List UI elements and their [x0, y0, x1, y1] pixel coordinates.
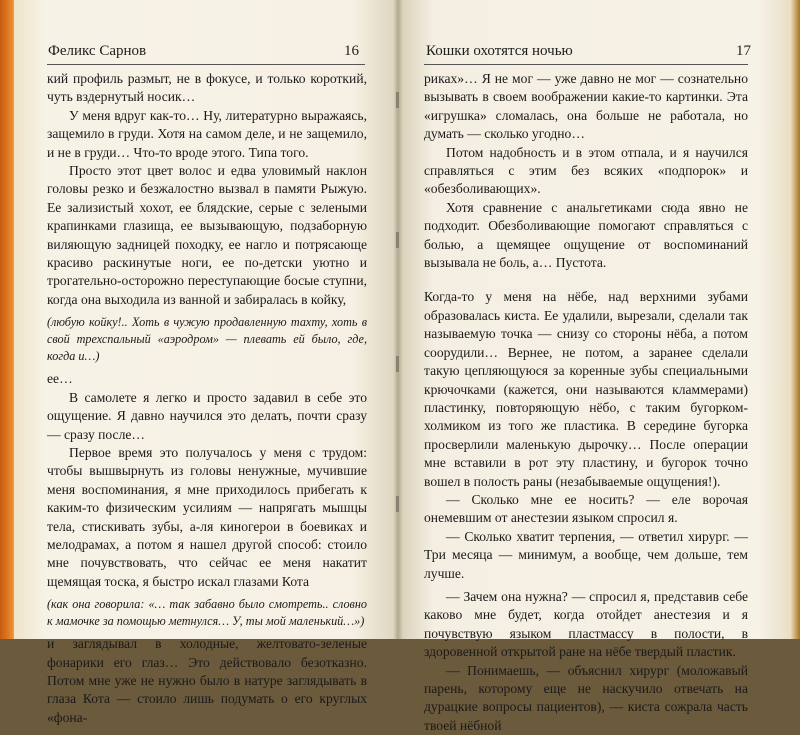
- paragraph: В самолете я легко и просто задавил в себе это ощущение. Я давно научился это делать, почти сразу — сразу после…: [47, 389, 367, 442]
- paragraph: Потом надобность и в этом отпала, и я научился справляться с этим без всяких «подпорок» и «обезболивающих».: [424, 144, 748, 197]
- binding-stitch: [396, 92, 399, 108]
- dialogue-line: — Понимаешь, — объяснил хирург (моложавый парень, которому еще не наскучило отвечать на дурацкие вопросы пациентов), — киста сожрала часть твоей нёбной: [424, 662, 748, 733]
- paragraph: и заглядывал в холодные, желтовато-зеленые фонарики его глаз… Это действовало безотказно. Потом мне уже не нужно было в натуре заглядывать в глаза Кота — стоило лишь подумать о его круглых «фона-: [47, 636, 367, 725]
- paragraph: кий профиль размыт, не в фокусе, и только короткий, чуть вздернутый носик…: [47, 71, 367, 105]
- dialogue-line: — Зачем она нужна? — спросил я, представив себе каково мне будет, когда отойдет анестезия и я почувствую языком пластмассу в полости, в здоровенной открытой ране на нёбе твердый пластик.: [424, 588, 748, 660]
- binding-stitch: [396, 356, 399, 372]
- left-page-text: [47, 70, 367, 727]
- running-header-author: Феликс Сарнов: [48, 43, 147, 59]
- paragraph: Первое время это получалось у меня с трудом: чтобы вышвырнуть из головы ненужные, мучившие меня воспоминания, я мне приходилось прибегать к каким-то физическим усилиям — напрягать мышцы тела, стискивать зубы, а-ля киногерои в боевиках и мелодрамах, а потом я нашел другой способ: стоило мне почувствовать, что сейчас ее меня накатит щемящая тоска, я быстро искал глазами Кота: [47, 444, 367, 589]
- book-edge-right: [790, 0, 800, 639]
- italic-aside: (любую койку!.. Хоть в чужую продавленную тахту, хоть в свой трехспальный «аэродром» — плевать ей было, где, когда и…): [47, 315, 367, 364]
- paragraph: ее…: [47, 371, 73, 387]
- header-rule-right: [424, 64, 748, 65]
- page-number-left: 16: [344, 43, 359, 59]
- italic-aside: (как она говорила: «… так забавно было смотреть.. словно к мамочке за помощью метнулся… У, ты мой маленький…»): [47, 597, 367, 629]
- binding-stitch: [396, 232, 399, 248]
- paragraph: Когда-то у меня на нёбе, над верхними зубами образовалась киста. Ее удалили, вырезали, сделали так называемую точка — снизу со стороны нёба, а потом соорудили… Вернее, не потом, а заранее сделали такую цепляющуюся за коренные зубы специальными крючочками (кажется, они называются кламмерами) пластинку, повторяющую нёбо, с таким бугорком-холмиком из того же пластика. В середине бугорка просверлили маленькую дырочку… После операции мне вставили в рот эту пластину, и бугорок точно вошел в полость раны (незабываемые ощущения!).: [424, 289, 748, 489]
- header-rule-left: [47, 64, 365, 65]
- left-page: [14, 0, 398, 725]
- right-page-text: [424, 70, 748, 735]
- page-number-right: 17: [736, 43, 751, 59]
- running-header-title: Кошки охотятся ночью: [426, 43, 573, 59]
- dialogue-line: — Сколько мне ее носить? — еле ворочая онемевшим от анестезии языком спросил я.: [424, 491, 748, 526]
- right-page-header: [398, 43, 790, 65]
- dialogue-line: — Сколько хватит терпения, — ответил хирург. — Три месяца — минимум, а вообще, чем дольше, тем лучше.: [424, 528, 748, 581]
- paragraph: риках»… Я не мог — уже давно не мог — сознательно вызывать в своем воображении какие-то картинки. Эта «игрушка» сломалась, она больше не работала, но думать — сколько угодно…: [424, 71, 748, 142]
- left-page-header: [14, 43, 398, 65]
- binding-stitch: [396, 496, 399, 512]
- paragraph: Хотя сравнение с анальгетиками сюда явно не подходит. Обезболивающие помогают справляться с болью, а щемящее ощущение от воспоминаний вызывала не боль, а… Пустота.: [424, 199, 748, 271]
- paragraph: У меня вдруг как-то… Ну, литературно выражаясь, защемило в груди. Хотя на самом деле, и не защемило, и не в груди… Что-то вроде этого. Типа того.: [47, 107, 367, 160]
- paragraph: Просто этот цвет волос и едва уловимый наклон головы резко и безжалостно вызвал в памяти Рыжую. Ее зализистый хохот, ее блядские, серые с зелеными крапинками глазища, ее вызывающую, подзаборную виляющую задницей походку, ее нагло и потрясающе красиво раскинутые ноги, ее по-детски уютно и трогательно-осторожно переступающие босые ступни, когда она выходила из ванной и забиралась в койку,: [47, 163, 367, 307]
- right-page: [398, 0, 790, 733]
